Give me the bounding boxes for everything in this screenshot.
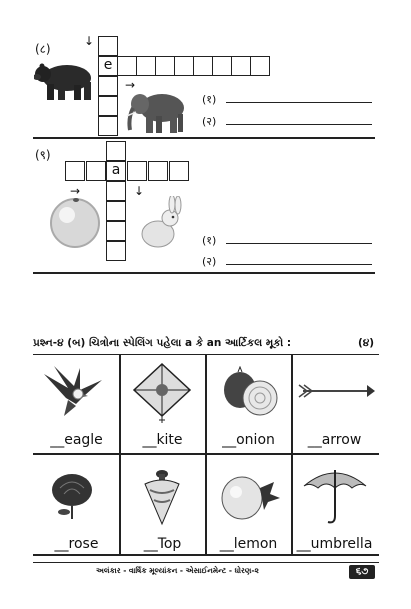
crossword-cell[interactable]: [155, 56, 175, 76]
crossword-cell[interactable]: [127, 161, 147, 181]
umbrella-image: [300, 466, 370, 528]
word-eagle: __eagle: [50, 432, 103, 448]
crossword-cell[interactable]: [86, 161, 106, 181]
crossword-cell[interactable]: [106, 221, 126, 241]
kite-image: [132, 362, 192, 424]
grid-line: [291, 354, 293, 554]
crossword-cell[interactable]: [106, 201, 126, 221]
grid-line: [205, 354, 207, 554]
lemon-image: [218, 470, 282, 524]
answer-line[interactable]: [226, 102, 372, 103]
crossword-cell[interactable]: [193, 56, 213, 76]
crossword-cell[interactable]: [231, 56, 251, 76]
grid-line: [119, 354, 121, 554]
crossword-cell[interactable]: a: [106, 161, 126, 181]
word-umbrella: __umbrella: [296, 536, 373, 552]
question-9-number: (९): [35, 148, 51, 162]
crossword-cell[interactable]: [174, 56, 194, 76]
question-8-number: (८): [35, 42, 51, 56]
rabbit-image: [136, 196, 186, 250]
crossword-cell[interactable]: [98, 36, 118, 56]
crossword-cell[interactable]: [136, 56, 156, 76]
right-arrow-icon: →: [70, 184, 81, 198]
divider: [33, 137, 375, 139]
crossword-cell[interactable]: [169, 161, 189, 181]
crossword-cell[interactable]: [65, 161, 85, 181]
eagle-image: [40, 364, 106, 418]
rose-image: [44, 470, 100, 520]
answer-line[interactable]: [226, 243, 372, 244]
crossword-cell[interactable]: [98, 96, 118, 116]
right-arrow-icon: →: [125, 78, 136, 92]
crossword-cell[interactable]: [106, 141, 126, 161]
down-arrow-icon: ↓: [134, 184, 145, 198]
answer-label-1: (१): [202, 93, 217, 106]
footer-text: અલંકાર - વાર્ષિક મૂલ્યાંકન - એસાઈનમેન્ટ - ધોરણ-૨: [96, 566, 259, 575]
crossword-cell[interactable]: [117, 56, 137, 76]
answer-label-2: (२): [202, 255, 217, 268]
answer-line[interactable]: [226, 124, 372, 125]
word-rose: __rose: [54, 536, 99, 552]
answer-line[interactable]: [226, 264, 372, 265]
section-heading: પ્રશ્ન-૪ (બ) ચિત્રોના સ્પેલિંગ પહેલા a કે an આર્ટિકલ મૂકો :: [33, 337, 292, 349]
answer-label-2: (२): [202, 115, 217, 128]
divider: [33, 272, 375, 274]
bear-image: [34, 58, 96, 102]
down-arrow-icon: ↓: [84, 34, 95, 48]
page-number: ૬૭: [349, 565, 375, 579]
elephant-image: [124, 88, 188, 134]
word-kite: __kite: [142, 432, 183, 448]
section-marks: (૪): [358, 337, 375, 349]
crossword-cell[interactable]: [212, 56, 232, 76]
footer-divider: [33, 562, 379, 563]
crossword-cell[interactable]: e: [98, 56, 118, 76]
crossword-cell[interactable]: [148, 161, 168, 181]
grid-line: [33, 554, 379, 556]
orange-image: [49, 196, 101, 248]
word-arrow: __arrow: [307, 432, 362, 448]
crossword-cell[interactable]: [98, 76, 118, 96]
word-lemon: __lemon: [219, 536, 278, 552]
crossword-cell[interactable]: [98, 116, 118, 136]
crossword-cell[interactable]: [250, 56, 270, 76]
arrow-image: [297, 382, 375, 400]
answer-label-1: (१): [202, 234, 217, 247]
crossword-cell[interactable]: [106, 241, 126, 261]
onion-image: [220, 366, 280, 418]
crossword-cell[interactable]: [106, 181, 126, 201]
word-top: __Top: [143, 536, 182, 552]
top-image: [142, 466, 182, 528]
word-onion: __onion: [222, 432, 275, 448]
